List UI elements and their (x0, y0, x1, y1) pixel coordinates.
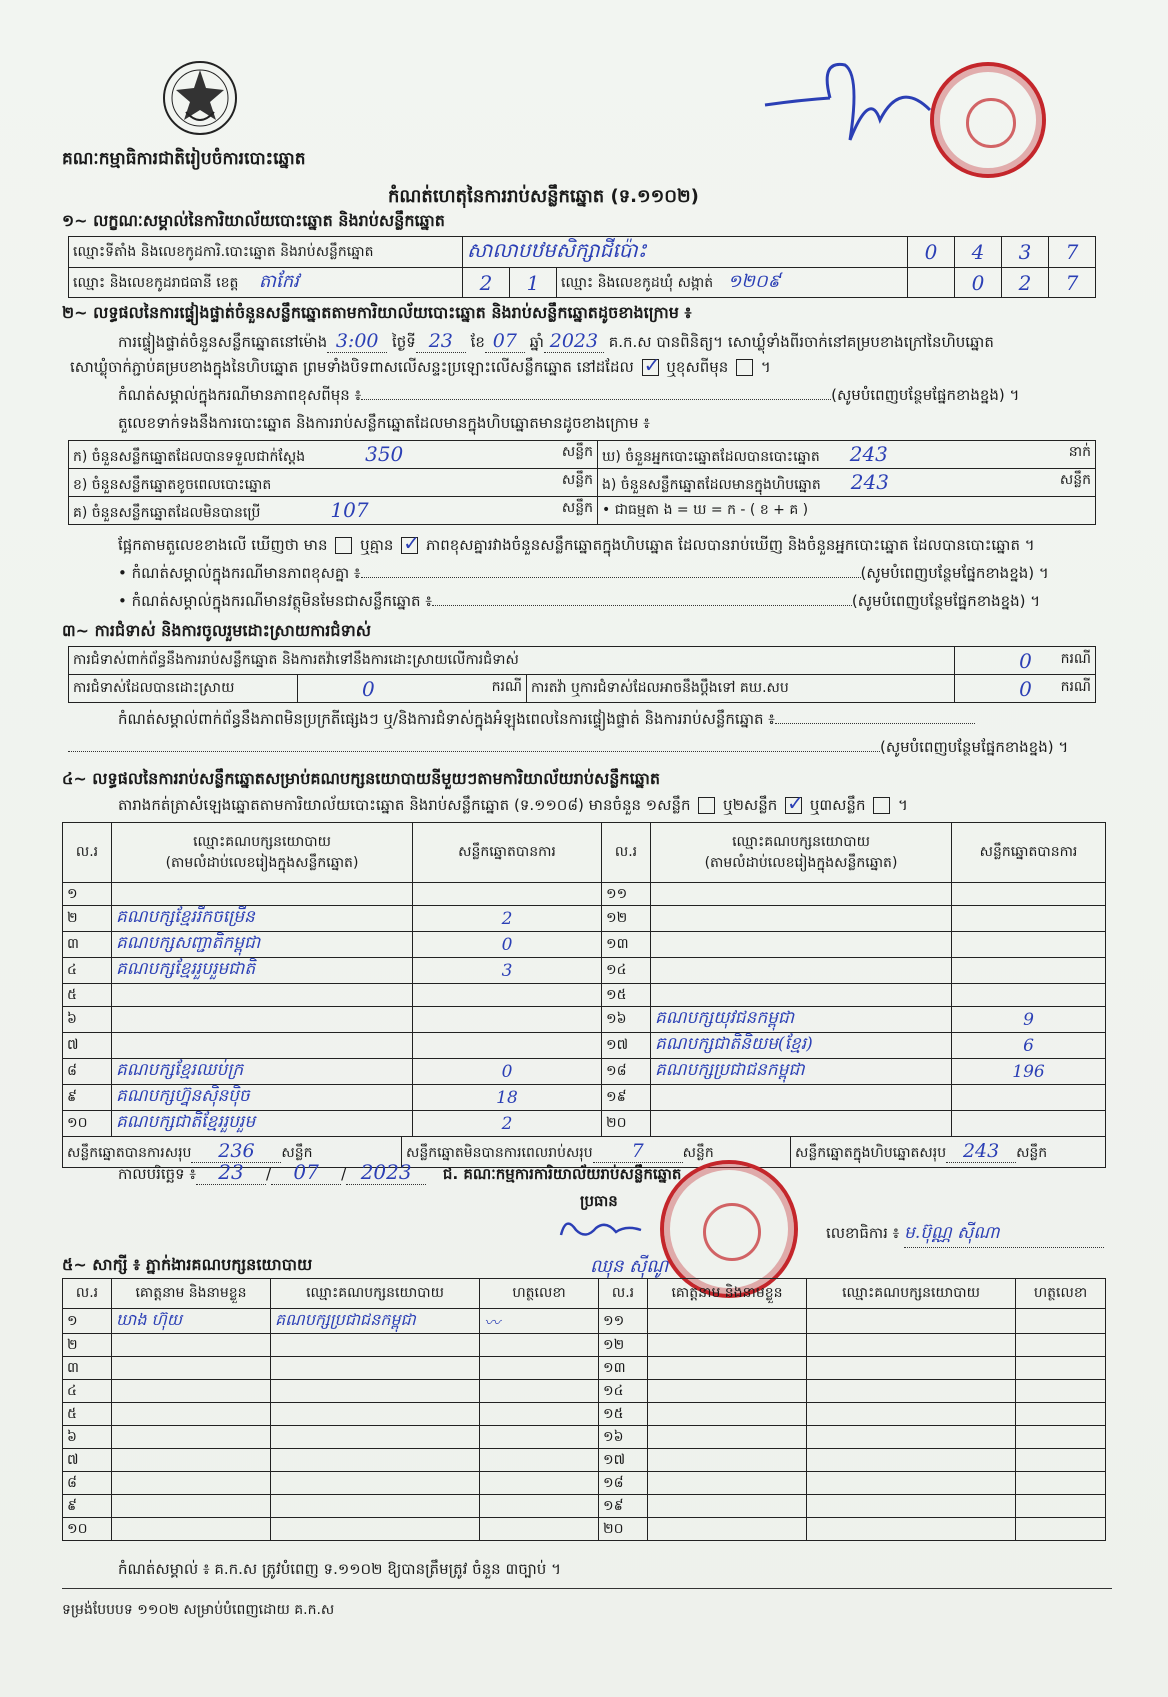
witness-name (648, 1357, 807, 1380)
party-votes (413, 883, 602, 906)
w-col-party-left: ឈ្មោះគណបក្សនយោបាយ (271, 1279, 480, 1309)
party-votes (952, 906, 1106, 932)
party-name: គណបក្សជាតិខ្មែររួបរួម (112, 1111, 413, 1137)
row-number: ២០ (602, 1111, 651, 1137)
party-votes: 2 (413, 1111, 602, 1137)
appeal-label: ការតវ៉ា ឬការជំទាស់ដែលអាចនឹងប្តឹងទៅ គឃ.សប (527, 675, 955, 703)
province-code-digit-1: 2 (463, 268, 510, 298)
witness-rows (63, 1309, 1106, 1541)
row-number: ៧ (63, 1449, 112, 1472)
party-votes: 9 (952, 1007, 1106, 1033)
witness-party (271, 1334, 480, 1357)
witness-signature (480, 1403, 599, 1426)
one-sheet-checkbox[interactable] (698, 797, 715, 814)
row-number: ១ (63, 1309, 112, 1334)
table-row (63, 1403, 1106, 1426)
voters-row: ឃ) ចំនួនអ្នកបោះឆ្នោតដែលបានបោះឆ្នោត 243 នាក់ (598, 441, 1096, 469)
witness-name (648, 1426, 807, 1449)
table-row (63, 984, 1106, 1007)
witness-party (807, 1472, 1016, 1495)
total-in-box: សន្លឹកឆ្នោតក្នុងហិបឆ្នោតសរុប 243 សន្លឹក (795, 1140, 1048, 1162)
commune-code-digit-1: 0 (955, 268, 1002, 298)
witness-signature (480, 1357, 599, 1380)
party-name: គណបក្សសញ្ជាតិកម្ពុជា (112, 932, 413, 958)
appeal-count: 0 (1019, 676, 1032, 701)
secretary-line: លេខាធិការ ៖ ម.ប៊ុណ្ណ ស៊ីណា (826, 1222, 1104, 1248)
commune-value: ១២០៩ (727, 271, 781, 292)
signature-icon (556, 1210, 646, 1250)
witness-signature (1016, 1309, 1106, 1334)
party-votes (413, 1007, 602, 1033)
witness-signature (1016, 1495, 1106, 1518)
appeal-count-cell: 0 ករណី (955, 675, 1096, 703)
col-no-left: ល.រ (63, 823, 112, 883)
section1-table (68, 236, 1096, 298)
w-col-no-left: ល.រ (63, 1279, 112, 1309)
verification-day: 23 (416, 330, 466, 353)
witness-party (807, 1334, 1016, 1357)
row-number: ៦ (63, 1007, 112, 1033)
party-name (651, 1085, 952, 1111)
difference-note-bullet: • កំណត់សម្គាល់ក្នុងករណីមានភាពខុសគ្នា ៖ (សូមបំពេញបន្ថែមផ្នែកខាងខ្នង) ។ (118, 564, 1049, 582)
table-row (63, 906, 1106, 932)
witness-name (112, 1518, 271, 1541)
witness-table (62, 1278, 1106, 1541)
total-in-box-value: 243 (946, 1140, 1016, 1163)
nec-emblem-icon (160, 58, 240, 138)
party-votes (952, 984, 1106, 1007)
party-name (651, 1111, 952, 1137)
w-col-sign-right: ហត្ថលេខា (1016, 1279, 1106, 1309)
party-votes (952, 883, 1106, 906)
table-row (63, 1111, 1106, 1137)
total-invalid: សន្លឹកឆ្នោតមិនបានការពេលរាប់សរុប 7 សន្លឹក (402, 1137, 791, 1167)
witness-name (112, 1449, 271, 1472)
table-row (63, 1426, 1106, 1449)
form-footer: ទម្រង់បែបបទ ១១០២ សម្រាប់បំពេញដោយ គ.ក.ស (62, 1602, 335, 1618)
row-number: ១៦ (602, 1007, 651, 1033)
witness-signature (480, 1380, 599, 1403)
row-number: ១៧ (602, 1033, 651, 1059)
row-number: ១៩ (602, 1085, 651, 1111)
party-name (651, 984, 952, 1007)
witness-signature (1016, 1380, 1106, 1403)
col-no-right: ល.រ (602, 823, 651, 883)
w-col-party-right: ឈ្មោះគណបក្សនយោបាយ (807, 1279, 1016, 1309)
witness-party (271, 1472, 480, 1495)
witness-name (112, 1334, 271, 1357)
witness-name (112, 1380, 271, 1403)
witness-name (648, 1449, 807, 1472)
w-col-no-right: ល.រ (599, 1279, 648, 1309)
table-row (63, 1309, 1106, 1334)
verification-paragraph-1: ការផ្ទៀងផ្ទាត់ចំនួនសន្លឹកឆ្នោតនៅម៉ោង 3:00 ថ្ងៃទី 23 ខែ 07 ឆ្នាំ 2023 គ.ក.ស បានពិនិត្យ។ សោឃ្លុំទាំងពីរចាក់នៅគម្របខាងក្រៅនៃហិបឆ្នោត (118, 330, 994, 352)
party-results-table (62, 822, 1106, 1168)
commune-code-digit-3: 7 (1049, 268, 1096, 298)
witness-signature (1016, 1518, 1106, 1541)
party-name (112, 1007, 413, 1033)
verification-paragraph-2: សោឃ្លុំចាក់ភ្ជាប់គម្របខាងក្នុងនៃហិបឆ្នោត ព្រមទាំងបិទពាសលើសន្ទះប្រឡោះលើសន្លឹកឆ្នោត នៅដដែល ✓ ឬខុសពីមុន ។ (70, 358, 771, 380)
no-difference-checkbox[interactable] (401, 537, 418, 554)
party-name (651, 958, 952, 984)
row-number: ១៤ (602, 958, 651, 984)
total-invalid-value: 7 (593, 1140, 683, 1163)
party-name: គណបក្សប្រជាជនកម្ពុជា (651, 1059, 952, 1085)
resolved-count: 0 (362, 676, 375, 701)
row-number: ១២ (602, 906, 651, 932)
party-votes: 196 (952, 1059, 1106, 1085)
table-row (63, 1007, 1106, 1033)
row-number: ៩ (63, 1085, 112, 1111)
objection-count: 0 (1019, 648, 1032, 673)
table-row (63, 1033, 1106, 1059)
party-votes (952, 1085, 1106, 1111)
party-votes (952, 1111, 1106, 1137)
party-name (651, 932, 952, 958)
station-name-label: ឈ្មោះទីតាំង និងលេខកូដការិ.បោះឆ្នោត និងរាប់សន្លឹកឆ្នោត (69, 237, 463, 268)
row-number: ១៦ (599, 1426, 648, 1449)
w-col-sign-left: ហត្ថលេខា (480, 1279, 599, 1309)
party-name: គណបក្សខ្មែររួបរួមជាតិ (112, 958, 413, 984)
witness-party (807, 1449, 1016, 1472)
witness-party: គណបក្សប្រជាជនកម្ពុជា (271, 1309, 480, 1334)
signature-icon (760, 50, 940, 150)
witness-party (271, 1403, 480, 1426)
objections-table (68, 646, 1096, 703)
total-valid-value: 236 (191, 1140, 281, 1163)
row-number: ១៣ (599, 1357, 648, 1380)
witness-signature (1016, 1449, 1106, 1472)
witness-party (807, 1426, 1016, 1449)
row-number: ៧ (63, 1033, 112, 1059)
witness-name: ឃាង ហ៊ុយ (112, 1309, 271, 1334)
irregularity-note-line2: (សូមបំពេញបន្ថែមផ្នែកខាងខ្នង) ។ (68, 738, 1098, 760)
row-number: ១៤ (599, 1380, 648, 1403)
table-row (63, 1357, 1106, 1380)
witness-signature (1016, 1334, 1106, 1357)
witness-signature (1016, 1403, 1106, 1426)
witness-name (112, 1426, 271, 1449)
witness-signature (480, 1334, 599, 1357)
commune-label: ឈ្មោះ និងលេខកូដឃុំ សង្កាត់ ១២០៩ (557, 268, 908, 298)
party-votes: 0 (413, 932, 602, 958)
party-name: គណបក្សយុវជនកម្ពុជា (651, 1007, 952, 1033)
witness-signature (1016, 1426, 1106, 1449)
witness-party (271, 1426, 480, 1449)
two-sheets-checkbox[interactable] (785, 797, 802, 814)
witness-name (648, 1334, 807, 1357)
row-number: ១៩ (599, 1495, 648, 1518)
section4-title: ៤~ លទ្ធផលនៃការរាប់សន្លឹកឆ្នោតសម្រាប់គណបក្សនយោបាយនីមួយៗតាមការិយាល័យរាប់សន្លឹកឆ្នោត (62, 769, 661, 788)
station-code-digit-4: 7 (1049, 237, 1096, 268)
ballots-in-box-row: ង) ចំនួនសន្លឹកឆ្នោតដែលមានក្នុងហិបឆ្នោត 243 សន្លឹក (598, 469, 1096, 497)
witness-party (271, 1495, 480, 1518)
different-checkbox[interactable] (736, 359, 753, 376)
party-name: គណបក្សហ្វ៊ុនស៊ិនប៉ិច (112, 1085, 413, 1111)
w-col-name-right: គោត្តនាម និងនាមខ្លួន (648, 1279, 807, 1309)
received-ballots-value: 350 (365, 441, 404, 466)
row-number: ៨ (63, 1059, 112, 1085)
col-party-right: ឈ្មោះគណបក្សនយោបាយ (តាមលំដាប់លេខរៀងក្នុងសន្លឹកឆ្នោត) (651, 823, 952, 883)
top-official-seal (930, 62, 1046, 178)
row-number: ៩ (63, 1495, 112, 1518)
witness-signature: 〰 (480, 1309, 599, 1334)
total-valid: សន្លឹកឆ្នោតបានការសរុប 236 សន្លឹក (63, 1137, 402, 1167)
party-votes (952, 958, 1106, 984)
station-code-digit-1: 0 (908, 237, 955, 268)
witness-name (648, 1403, 807, 1426)
witness-name (648, 1380, 807, 1403)
province-code-digit-2: 1 (510, 268, 557, 298)
table-row (63, 1059, 1106, 1085)
spoiled-ballots-row: ខ) ចំនួនសន្លឹកឆ្នោតខូចពេលបោះឆ្នោត សន្លឹក (69, 469, 598, 497)
three-sheets-checkbox[interactable] (873, 797, 890, 814)
party-votes (413, 984, 602, 1007)
party-votes (413, 1033, 602, 1059)
table-row (63, 883, 1106, 906)
party-votes: 18 (413, 1085, 602, 1111)
row-number: ២០ (599, 1518, 648, 1541)
unused-ballots-value: 107 (330, 497, 369, 522)
verification-time: 3:00 (327, 330, 387, 353)
witness-party (807, 1495, 1016, 1518)
row-number: ៨ (63, 1472, 112, 1495)
witness-party (807, 1518, 1016, 1541)
secretary-name: ម.ប៊ុណ្ណ ស៊ីណា (904, 1222, 1104, 1248)
col-votes-right: សន្លឹកឆ្នោតបានការ (952, 823, 1106, 883)
date-year: 2023 (346, 1160, 426, 1185)
col-votes-left: សន្លឹកឆ្នោតបានការ (413, 823, 602, 883)
resolved-label: ការជំទាស់ដែលបានដោះស្រាយ (69, 675, 298, 703)
unused-ballots-row: គ) ចំនួនសន្លឹកឆ្នោតដែលមិនបានប្រើ 107 សន្លឹក (69, 497, 598, 525)
nec-logo (160, 58, 240, 138)
section3-title: ៣~ ការជំទាស់ និងការចូលរួមដោះស្រាយការជំទាស់ (62, 621, 371, 640)
table-row (63, 1472, 1106, 1495)
table-row (63, 1380, 1106, 1403)
row-number: ១២ (599, 1334, 648, 1357)
witness-party (271, 1357, 480, 1380)
witness-party (807, 1380, 1016, 1403)
chair-label: ប្រធាន (580, 1192, 618, 1210)
date-month: 07 (271, 1160, 341, 1185)
table-row (63, 1334, 1106, 1357)
resolved-count-cell: 0 ករណី (298, 675, 527, 703)
section2-title: ២~ លទ្ធផលនៃការផ្ទៀងផ្ទាត់ចំនួនសន្លឹកឆ្នោតតាមការិយាល័យបោះឆ្នោត និងរាប់សន្លឹកឆ្នោតដូចខាងក្រោម ៖ (62, 303, 692, 322)
footer-divider (62, 1588, 1112, 1589)
row-number: ១៨ (599, 1472, 648, 1495)
party-name (651, 883, 952, 906)
counts-table (68, 440, 1096, 525)
date-day: 23 (196, 1160, 266, 1185)
party-votes: 3 (413, 958, 602, 984)
row-number: ១ (63, 883, 112, 906)
witness-signature (480, 1518, 599, 1541)
table-row (63, 1085, 1106, 1111)
row-number: ៥ (63, 984, 112, 1007)
chair-signature (556, 1210, 646, 1250)
form-title: កំណត់ហេតុនៃការរាប់សន្លឹកឆ្នោត (ទ.១១០២) (388, 186, 699, 207)
irregularity-note: កំណត់សម្គាល់ពាក់ព័ន្ធនឹងភាពមិនប្រក្រតីផ្សេងៗ ឬ/និងការជំទាស់ក្នុងអំឡុងពេលនៃការផ្ទៀងផ្ទាត់ និងការរាប់សន្លឹកឆ្នោត ៖ (118, 710, 1098, 732)
witness-party (807, 1357, 1016, 1380)
party-name (112, 984, 413, 1007)
witness-party (807, 1403, 1016, 1426)
party-name (112, 883, 413, 906)
row-number: ២ (63, 1334, 112, 1357)
ballots-in-box-value: 243 (850, 469, 889, 494)
chair-name: ឈុន ស៊ីណូ (590, 1256, 669, 1277)
commune-code-digit-2: 2 (1002, 268, 1049, 298)
party-name: គណបក្សជាតិនិយម(ខ្មែរ) (651, 1033, 952, 1059)
row-number: ២ (63, 906, 112, 932)
party-rows (63, 883, 1106, 1137)
col-party-left: ឈ្មោះគណបក្សនយោបាយ (តាមលំដាប់លេខរៀងក្នុងសន្លឹកឆ្នោត) (112, 823, 413, 883)
witness-name (112, 1357, 271, 1380)
witness-party (271, 1380, 480, 1403)
difference-note-line: កំណត់សម្គាល់ក្នុងករណីមានភាពខុសពីមុន ៖ (សូមបំពេញបន្ថែមផ្នែកខាងខ្នង) ។ (118, 386, 1020, 404)
row-number: ៦ (63, 1426, 112, 1449)
witness-name (648, 1495, 807, 1518)
party-name: គណបក្សខ្មែររីកចម្រើន (112, 906, 413, 932)
party-name (651, 906, 952, 932)
witness-signature (480, 1449, 599, 1472)
party-votes (952, 932, 1106, 958)
verification-year: 2023 (544, 330, 604, 353)
table-row (63, 932, 1106, 958)
committee-name: គណៈកម្មាធិការជាតិរៀបចំការបោះឆ្នោត (62, 149, 306, 169)
witness-signature (480, 1472, 599, 1495)
row-number: ១១ (599, 1309, 648, 1334)
top-signature (760, 50, 940, 150)
objection-count-cell: 0 ករណី (955, 647, 1096, 675)
witness-name (648, 1309, 807, 1334)
row-number: ៤ (63, 958, 112, 984)
has-difference-checkbox[interactable] (335, 537, 352, 554)
objection-label: ការជំទាស់ពាក់ព័ន្ធនឹងការរាប់សន្លឹកឆ្នោត និងការតវ៉ាទៅនឹងការដោះស្រាយលើការជំទាស់ (69, 647, 955, 675)
witness-name (112, 1495, 271, 1518)
witness-signature (1016, 1472, 1106, 1495)
witness-name (648, 1518, 807, 1541)
witness-name (648, 1472, 807, 1495)
table-row (63, 958, 1106, 984)
witness-signature (480, 1426, 599, 1449)
formula: • ជាធម្មតា ង = ឃ = ក - ( ខ + គ ) (598, 497, 1096, 525)
party-votes: 2 (413, 906, 602, 932)
same-as-before-checkbox[interactable] (642, 359, 659, 376)
table-row (63, 1518, 1106, 1541)
party-votes: 0 (413, 1059, 602, 1085)
witness-name (112, 1472, 271, 1495)
row-number: ១៣ (602, 932, 651, 958)
row-number: ១៥ (602, 984, 651, 1007)
tally-sheet-note: តារាងកត់ត្រាសំឡេងឆ្នោតតាមការិយាល័យបោះឆ្នោត និងរាប់សន្លឹកឆ្នោត (ទ.១១០៨) មានចំនួន ១សន្លឹក ឬ២សន្លឹក ✓ ឬ៣សន្លឹក ។ (118, 796, 908, 818)
witness-party (271, 1449, 480, 1472)
section1-title: ១~ លក្ខណៈសម្គាល់នៃការិយាល័យបោះឆ្នោត និងរាប់សន្លឹកឆ្នោត (62, 211, 445, 230)
row-number: ៥ (63, 1403, 112, 1426)
witness-signature (480, 1495, 599, 1518)
province-value: តាកែវ (258, 271, 299, 292)
witness-party (271, 1518, 480, 1541)
row-number: ៣ (63, 1357, 112, 1380)
table-row (63, 1449, 1106, 1472)
verification-month: 07 (485, 330, 525, 353)
row-number: ១៧ (599, 1449, 648, 1472)
row-number: ១០ (63, 1518, 112, 1541)
party-votes: 6 (952, 1033, 1106, 1059)
table-row (63, 1495, 1106, 1518)
station-code-digit-2: 4 (955, 237, 1002, 268)
section5-title: ៥~ សាក្សី ៖ ភ្នាក់ងារគណបក្សនយោបាយ (62, 1255, 313, 1274)
signing-date: កាលបរិច្ឆេទ ៖ 23 / 07 / 2023 ជ. គណៈកម្មការការិយាល័យរាប់សន្លឹកឆ្នោត (118, 1160, 682, 1184)
party-name: គណបក្សខ្មែរឈប់ក្រ (112, 1059, 413, 1085)
received-ballots-row: ក) ចំនួនសន្លឹកឆ្នោតដែលបានទទួលជាក់ស្តែង 350 សន្លឹក (69, 441, 598, 469)
witness-signature (1016, 1357, 1106, 1380)
witness-name (112, 1403, 271, 1426)
voters-value: 243 (849, 441, 888, 466)
party-name (112, 1033, 413, 1059)
row-number: ៤ (63, 1380, 112, 1403)
province-label: ឈ្មោះ និងលេខកូដរាជធានី ខេត្ត តាកែវ (69, 268, 463, 298)
non-ballot-note-bullet: • កំណត់សម្គាល់ក្នុងករណីមានវត្ថុមិនមែនជាសន្លឹកឆ្នោត ៖ (សូមបំពេញបន្ថែមផ្នែកខាងខ្នង) ។ (118, 592, 1041, 610)
counts-intro: តួលេខទាក់ទងនឹងការបោះឆ្នោត និងការរាប់សន្លឹកឆ្នោតដែលមានក្នុងហិបឆ្នោតមានដូចខាងក្រោម ៖ (118, 414, 650, 432)
witness-party (807, 1309, 1016, 1334)
row-number: ៣ (63, 932, 112, 958)
discrepancy-line: ផ្អែកតាមតួលេខខាងលើ ឃើញថា មាន ឬគ្មាន ✓ ភាពខុសគ្នារវាងចំនួនសន្លឹកឆ្នោតក្នុងហិបឆ្នោត ដែលបានរាប់ឃើញ និងចំនួនអ្នកបោះឆ្នោត ដែលបានបោះឆ្នោត ។ (118, 536, 1035, 558)
footer-note: កំណត់សម្គាល់ ៖ គ.ក.ស ត្រូវបំពេញ ទ.១១០២ ឱ្យបានត្រឹមត្រូវ ចំនួន ៣ច្បាប់ ។ (118, 1560, 561, 1578)
row-number: ១១ (602, 883, 651, 906)
row-number: ១០ (63, 1111, 112, 1137)
w-col-name-left: គោត្តនាម និងនាមខ្លួន (112, 1279, 271, 1309)
row-number: ១៨ (602, 1059, 651, 1085)
row-number: ១៥ (599, 1403, 648, 1426)
station-name-value: សាលាបឋមសិក្សាជីប៉ោះ (463, 237, 908, 268)
station-code-digit-3: 3 (1002, 237, 1049, 268)
